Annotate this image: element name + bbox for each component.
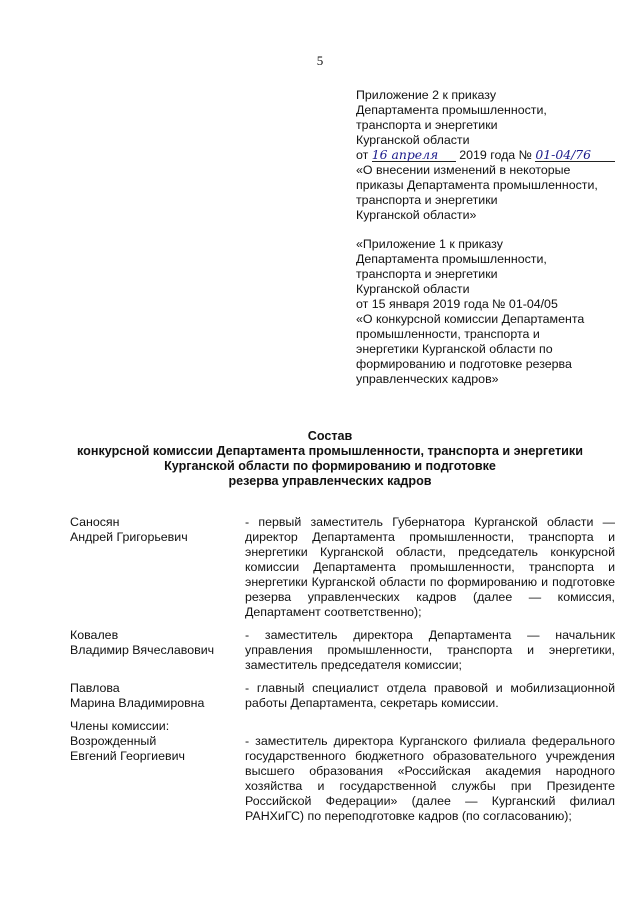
date-middle: 2019 года №	[459, 148, 532, 162]
title-line: Курганской области по формированию и подготовке	[164, 459, 496, 473]
page-number: 5	[316, 53, 324, 68]
member-surname: Павлова	[70, 681, 120, 695]
member-name	[70, 515, 240, 545]
member-role: - главный специалист отдела правовой и мобилизационной работы Департамента, секретарь комиссии.	[245, 681, 615, 710]
member-given-names: Андрей Григорьевич	[70, 530, 188, 544]
member-entry	[70, 681, 615, 711]
member-role: - заместитель директора Курганского филиала федерального государственного бюджетного образовательного учреждения высшего образования «Российская академия народного хозяйства и государственной службы при Президенте Российской Федерации» (далее — Курганский филиал РАНХиГС) по переподготовке кадров (по согласованию);	[245, 734, 615, 823]
commission-members	[70, 515, 615, 832]
member-role: - первый заместитель Губернатора Курганской области — директор Департамента промышленности, транспорта и энергетики Курганской области, председатель конкурсной комиссии Департамента промышленности, транспорта и энергетики Курганской области по формированию и подготовке резерва управленческих кадров (далее — комиссия, Департамент соответственно);	[245, 515, 615, 619]
appendix-1-line: промышленности, транспорта и	[356, 327, 540, 341]
order-date-line	[356, 148, 628, 163]
appendix-2-line: транспорта и энергетики	[356, 118, 498, 132]
appendix-1-line: от 15 января 2019 года № 01-04/05	[356, 297, 558, 311]
appendix-1-line: «О конкурсной комиссии Департамента	[356, 312, 585, 326]
handwritten-order-number: 01-04/76	[535, 148, 615, 162]
member-name	[70, 628, 240, 658]
appendix-1-line: управленческих кадров»	[356, 372, 499, 386]
appendix-1-line: энергетики Курганской области по	[356, 342, 553, 356]
appendix-2-line: Департамента промышленности,	[356, 103, 547, 117]
member-surname: Возрожденный	[70, 734, 157, 748]
date-prefix: от	[356, 148, 369, 162]
appendix-1-line: «Приложение 1 к приказу	[356, 237, 503, 251]
appendix-2-line: Курганской области»	[356, 208, 477, 222]
appendix-2-line: приказы Департамента промышленности,	[356, 178, 598, 192]
member-name	[70, 681, 240, 711]
appendix-1-line: Департамента промышленности,	[356, 252, 547, 266]
member-given-names: Марина Владимировна	[70, 696, 205, 710]
member-entry	[70, 628, 615, 673]
member-given-names: Владимир Вячеславович	[70, 643, 215, 657]
title-line: конкурсной комиссии Департамента промышленности, транспорта и энергетики	[77, 444, 583, 458]
appendix-2-line: Курганской области	[356, 133, 470, 147]
appendix-2-line: транспорта и энергетики	[356, 193, 498, 207]
document-title	[60, 429, 600, 489]
appendix-1-header	[356, 237, 628, 387]
member-surname: Ковалев	[70, 628, 119, 642]
member-entry	[70, 515, 615, 620]
appendix-1-line: формированию и подготовке резерва	[356, 357, 572, 371]
member-surname: Саносян	[70, 515, 120, 529]
member-given-names: Евгений Георгиевич	[70, 749, 185, 763]
handwritten-date: 16 апреля	[372, 148, 456, 162]
title-line: резерва управленческих кадров	[228, 474, 432, 488]
members-section-label: Члены комиссии:	[70, 719, 170, 733]
appendix-2-line: Приложение 2 к приказу	[356, 88, 497, 102]
member-entry	[70, 734, 615, 824]
appendix-2-header	[356, 88, 628, 223]
member-name	[70, 734, 240, 764]
member-role: - заместитель директора Департамента — начальник управления промышленности, транспорта и энергетики, заместитель председателя комиссии;	[245, 628, 615, 672]
appendix-1-line: Курганской области	[356, 282, 470, 296]
appendix-1-line: транспорта и энергетики	[356, 267, 498, 281]
appendix-2-line: «О внесении изменений в некоторые	[356, 163, 571, 177]
title-line: Состав	[307, 429, 353, 443]
